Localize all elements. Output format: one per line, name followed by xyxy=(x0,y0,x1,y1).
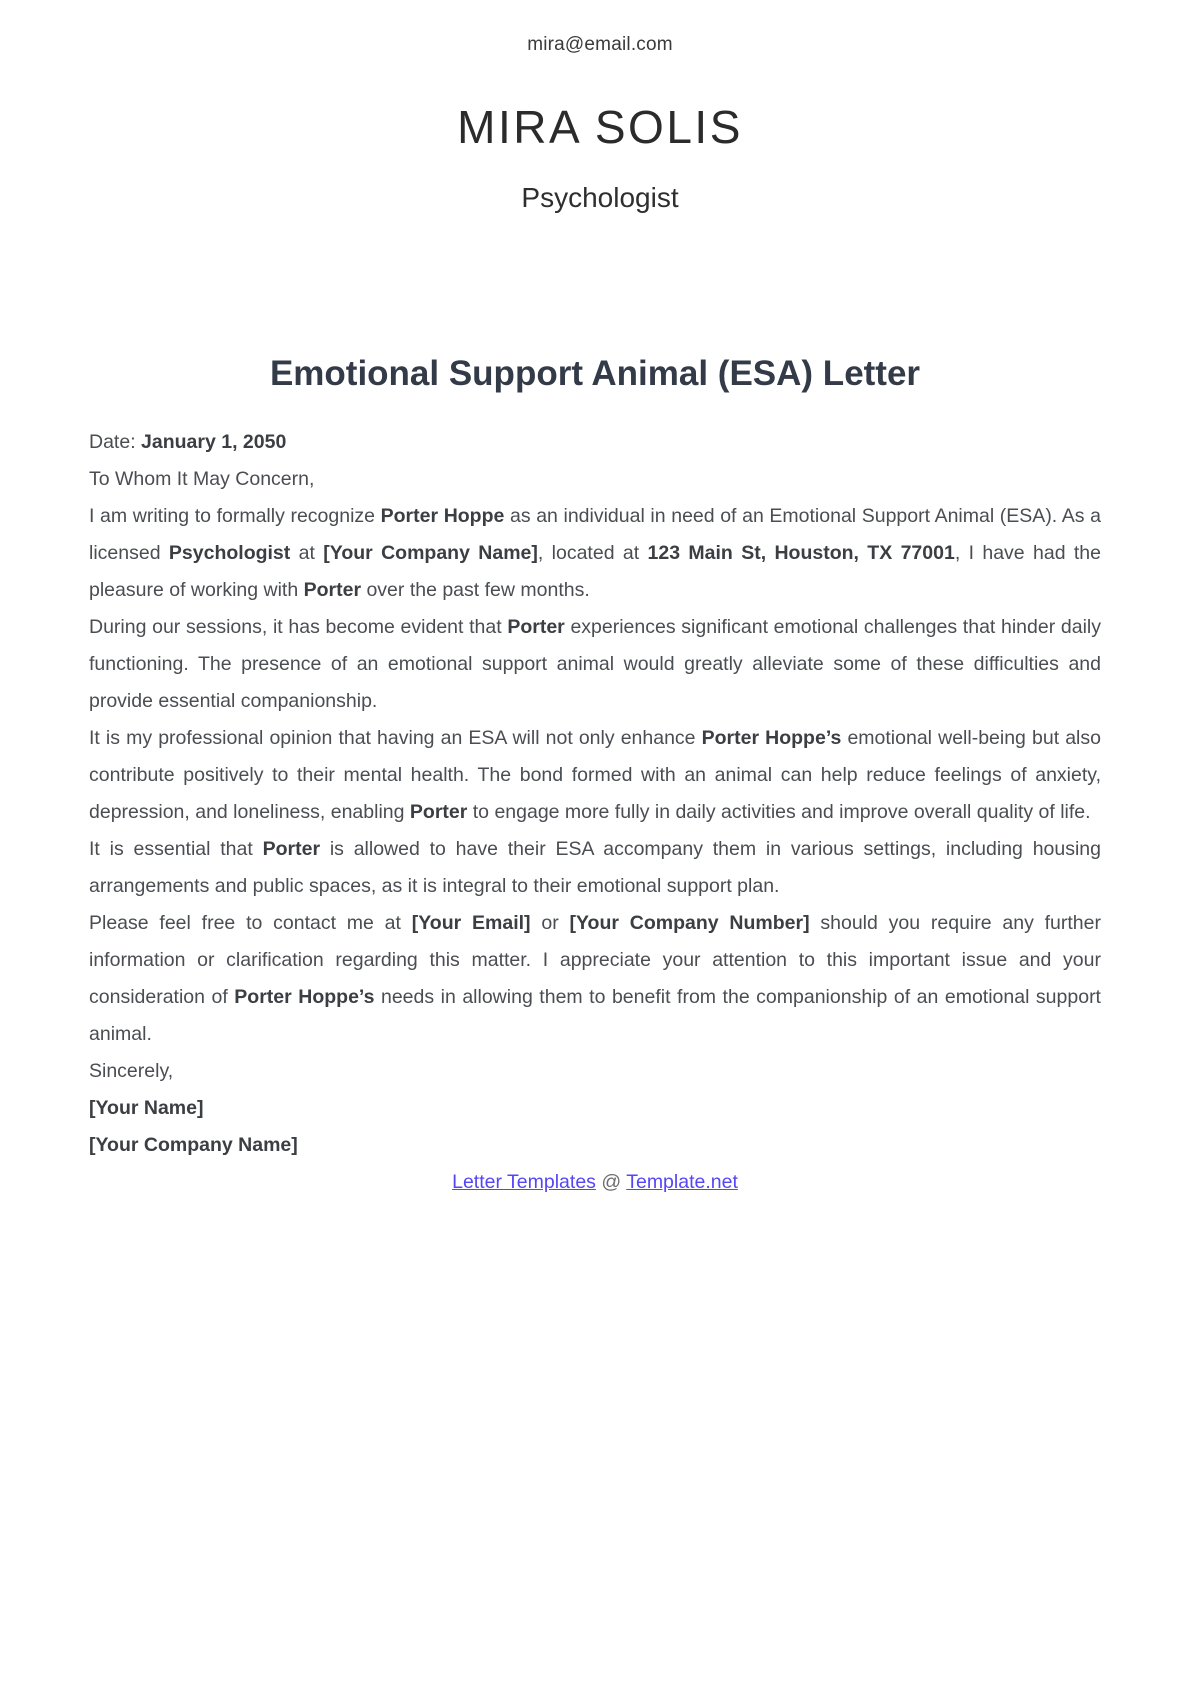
letter-paragraph: Please feel free to contact me at [Your Email] or [Your Company Number] should you require any further information or clarification regarding this matter. I appreciate your attention to this important issue and your consideration of Porter Hoppe’s needs in allowing them to benefit from the companionship of an emotional support animal. xyxy=(89,912,1101,1045)
letter-paragraph: [Your Company Name] xyxy=(89,1134,298,1156)
letter-paragraph: Sincerely, xyxy=(89,1060,174,1082)
letter-paragraph: It is essential that Porter is allowed to have their ESA accompany them in various settings, including housing arrangements and public spaces, as it is integral to their emotional support plan. xyxy=(89,838,1102,897)
letter-paragraph: To Whom It May Concern, xyxy=(89,468,315,490)
letter-paragraph: It is my professional opinion that having an ESA will not only enhance Porter Hoppe’s emotional well-being but also contribute positively to their mental health. The bond formed with an animal can help reduce feelings of anxiety, depression, and loneliness, enabling Porter to engage more fully in daily activities and improve overall quality of life. xyxy=(89,727,1101,823)
profile-name: MIRA SOLIS xyxy=(457,101,743,153)
letter-container xyxy=(0,354,1200,1201)
letter-paragraph: I am writing to formally recognize Porter Hoppe as an individual in need of an Emotional Support Animal (ESA). As a licensed Psychologist at [Your Company Name], located at 123 Main St, Houston, TX 77001, I have had the pleasure of working with Porter over the past few months. xyxy=(89,505,1101,601)
profile-role: Psychologist xyxy=(521,182,679,213)
letter-paragraph: During our sessions, it has become evident that Porter experiences significant emotional challenges that hinder daily functioning. The presence of an emotional support animal would greatly alleviate some of these difficulties and provide essential companionship. xyxy=(89,616,1101,712)
letter-title: Emotional Support Animal (ESA) Letter xyxy=(269,354,921,393)
letter-paragraph: Date: January 1, 2050 xyxy=(89,431,287,453)
footer-separator: @ xyxy=(601,1171,622,1193)
letter-templates-link[interactable]: Letter Templates xyxy=(452,1171,596,1193)
contact-email: mira@email.com xyxy=(527,34,673,55)
letter-body xyxy=(89,424,1101,1164)
template-net-link[interactable]: Template.net xyxy=(626,1171,738,1193)
letter-paragraph: [Your Name] xyxy=(89,1097,204,1119)
footer-attribution xyxy=(89,1164,1101,1201)
